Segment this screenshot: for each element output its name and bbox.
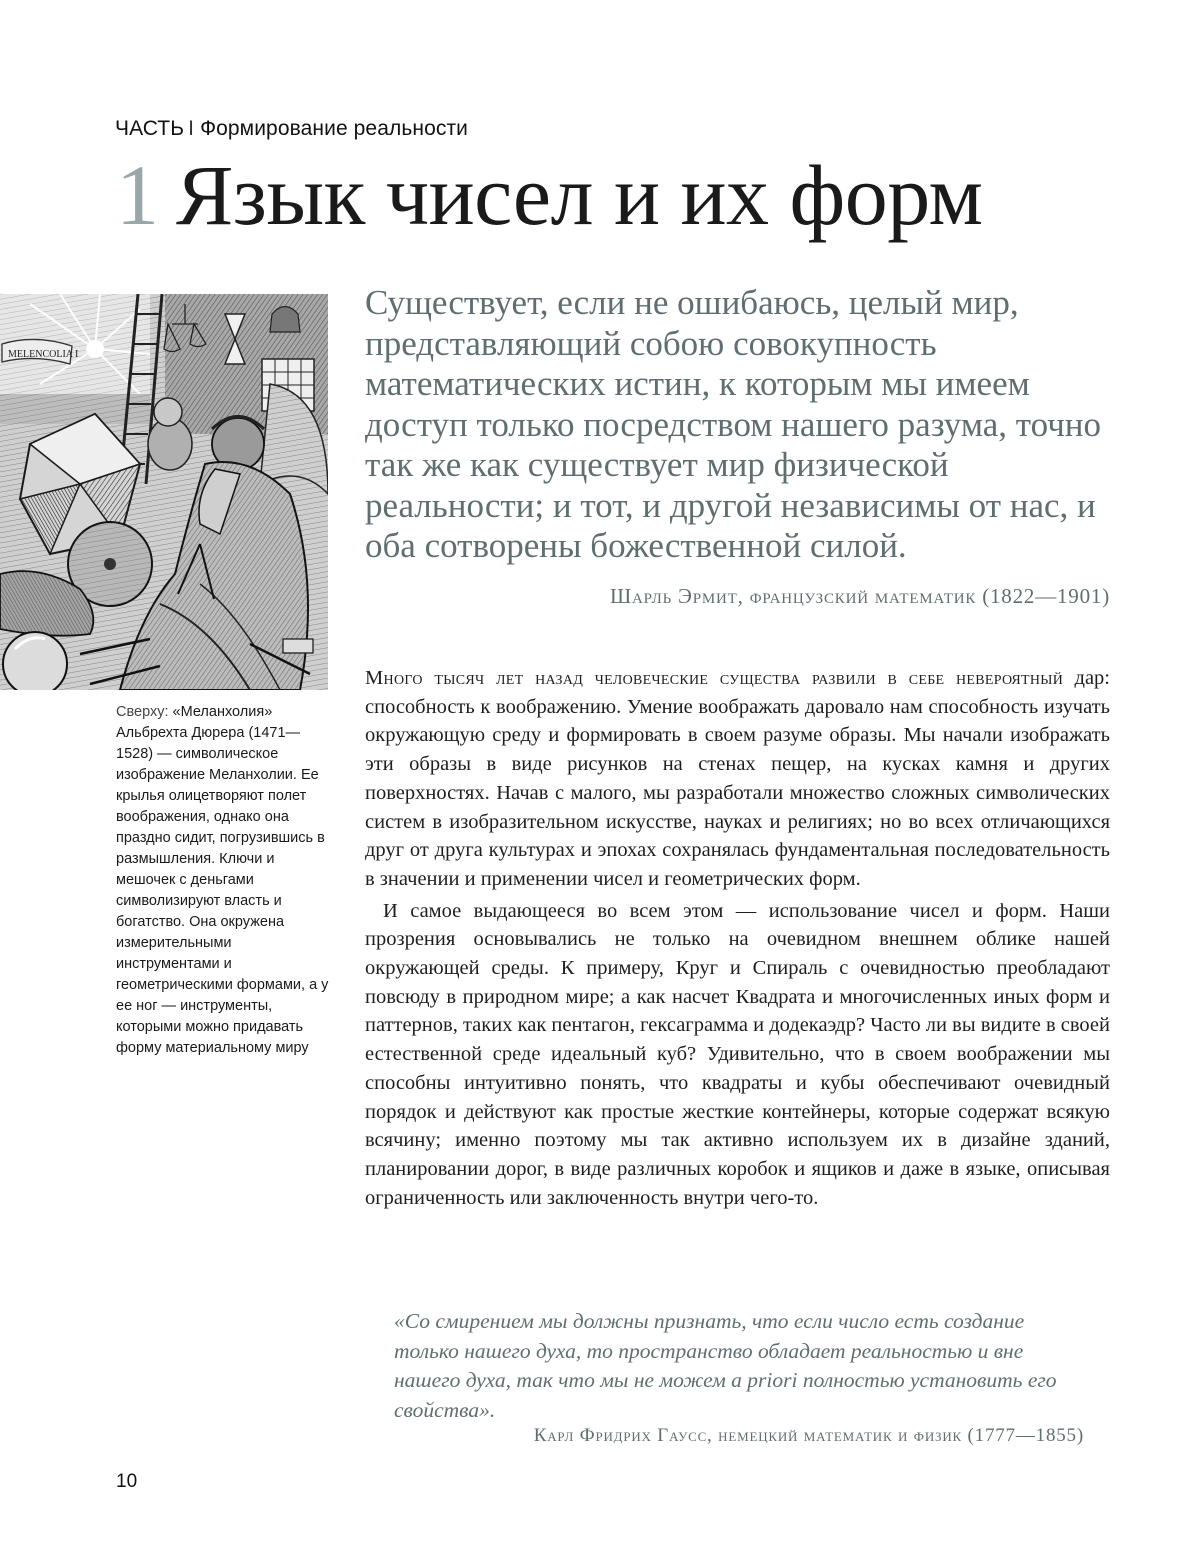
part-separator: I [188,117,195,140]
caption-text: «Меланхолия» Альбрехта Дюрера (1471—1528) — символическое изображение Меланхолии. Ее крылья олицетворяют полет воображения, однако она праздно сидит, погрузившись в размышления. Ключи и мешочек с деньгами символизируют власть и богатство. Она окружена измерительными инструментами и геометрическими формами, а у ее ног — инструменты, которыми можно придавать форму материальному миру [116,704,329,1056]
part-header [115,117,468,141]
main-body-text [365,664,1110,1212]
melencolia-engraving-image [0,294,328,690]
chapter-title: Язык чисел и их форм [176,147,983,243]
epigraph-attribution: Шарль Эрмит, французский математик (1822—1901) [609,584,1110,608]
epigraph-quote: Существует, если не ошибаюсь, целый мир, представляющий собою совокупность математических истин, к которым мы имеем доступ только посредством нашего разума, точно так же как существует мир физической реальности; и тот, и другой независимы от нас, и оба сотворены божественной силой. [365,283,1102,565]
page-number: 10 [116,1471,138,1492]
caption-lead: Сверху: [116,704,169,720]
body-paragraph-2: И самое выдающееся во всем этом — использование чисел и форм. Наши прозрения основывались не только на очевидном внешнем облике нашей окружающей среды. К примеру, Круг и Спираль с очевидностью преобладают повсюду в природном мире; а как насчет Квадрата и многочисленных иных форм и паттернов, таких как пентагон, гексаграмма и додекаэдр? Часто ли вы видите в своей естественной среде идеальный куб? Удивительно, что в своем воображении мы способны интуитивно понять, что квадраты и кубы обеспечивают очевидный порядок и действуют как простые жесткие контейнеры, которые содержат всякую всячину; именно поэтому мы так активно используем их в дизайне зданий, планировании дорог, в виде различных коробок и ящиков и даже в языке, описывая ограниченность или заключенность внутри чего-то. [365,899,1110,1209]
body-paragraph-1-lead: Много тысяч лет назад человеческие существа развили в себе невероятный [365,667,1064,689]
chapter-number: 1 [116,147,159,243]
body-paragraph-1-rest: дар: способность к воображению. Умение воображать даровало нам способность изучать окружающую среду и формировать в своем разуме образы. Мы начали изображать эти образы в виде рисунков на стенах пещер, на кусках камня и других поверхностях. Начав с малого, мы разработали множество сложных символических систем в изобразительном искусстве, науках и религиях; но во всех отличающихся друг от друга культурах и эпохах сохранялась фундаментальная последовательность в значении и применении чисел и геометрических форм. [365,667,1110,890]
body-paragraph-1 [365,664,1110,894]
part-section-title: Формирование реальности [200,117,469,140]
gauss-attribution: Карл Фридрих Гаусс, немецкий математик и физик (1777—1855) [533,1425,1084,1446]
banner-text: MELENCOLIA I [8,349,79,360]
gauss-quote: «Со смирением мы должны признать, что если число есть создание только нашего духа, то пространство обладает реальностью и вне нашего духа, так что мы не можем a priori полностью установить его свойства». [394,1309,1057,1422]
image-caption [116,702,331,1059]
part-word: ЧАСТЬ [115,117,185,140]
